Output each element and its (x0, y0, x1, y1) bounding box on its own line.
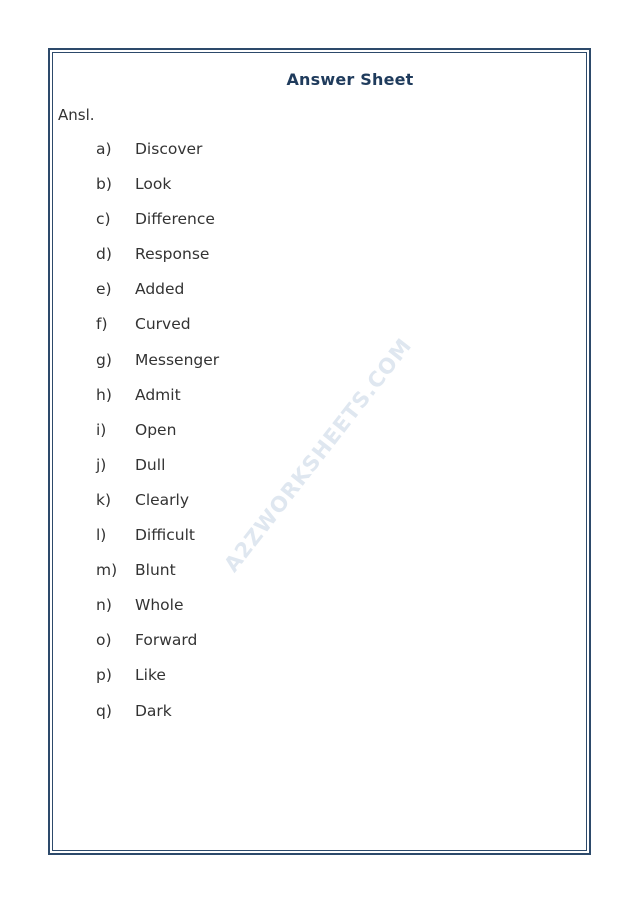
answer-letter: h) (96, 385, 112, 404)
answer-word: Dull (135, 455, 166, 474)
answer-letter: g) (96, 350, 112, 369)
answer-item (96, 596, 219, 631)
answer-word: Forward (135, 631, 198, 650)
answer-word: Look (135, 175, 172, 194)
answer-letter: n) (96, 596, 112, 615)
question-label: Ansl. (58, 106, 95, 124)
answer-word: Difficult (135, 526, 195, 545)
answer-item (96, 631, 219, 666)
watermark: A2ZWORKSHEETS.COM (219, 333, 417, 577)
answer-word: Difference (135, 210, 215, 229)
answer-item (96, 666, 219, 701)
answer-word: Dark (135, 701, 172, 720)
answer-item (96, 245, 219, 280)
answer-word: Response (135, 245, 210, 264)
answer-letter: k) (96, 490, 112, 509)
answer-item (96, 561, 219, 596)
answer-item (96, 280, 219, 315)
answer-list (96, 140, 219, 737)
answer-letter: c) (96, 210, 111, 229)
answer-item (96, 351, 219, 386)
answer-item (96, 456, 219, 491)
answer-letter: a) (96, 140, 112, 158)
answer-letter: q) (96, 701, 112, 720)
answer-word: Blunt (135, 561, 176, 580)
answer-letter: p) (96, 666, 112, 685)
answer-word: Whole (135, 596, 184, 615)
answer-item (96, 210, 219, 245)
answer-item (96, 491, 219, 526)
answer-letter: l) (96, 526, 107, 545)
answer-word: Discover (135, 140, 203, 158)
answer-word: Curved (135, 315, 191, 334)
answer-letter: f) (96, 315, 108, 334)
answer-letter: b) (96, 175, 112, 194)
answer-item (96, 702, 219, 737)
page-title: Answer Sheet (286, 70, 414, 89)
answer-letter: m) (96, 561, 118, 580)
answer-word: Added (135, 280, 185, 299)
answer-item (96, 526, 219, 561)
answer-item (96, 315, 219, 350)
answer-item (96, 140, 219, 175)
answer-letter: e) (96, 280, 112, 299)
answer-letter: i) (96, 420, 107, 439)
answer-letter: d) (96, 245, 112, 264)
answer-word: Messenger (135, 350, 220, 369)
answer-item (96, 175, 219, 210)
answer-letter: o) (96, 631, 112, 650)
answer-item (96, 386, 219, 421)
answer-word: Admit (135, 385, 181, 404)
answer-word: Like (135, 666, 166, 685)
answer-item (96, 421, 219, 456)
answer-letter: j) (96, 455, 107, 474)
answer-word: Open (135, 420, 177, 439)
answer-word: Clearly (135, 490, 190, 509)
